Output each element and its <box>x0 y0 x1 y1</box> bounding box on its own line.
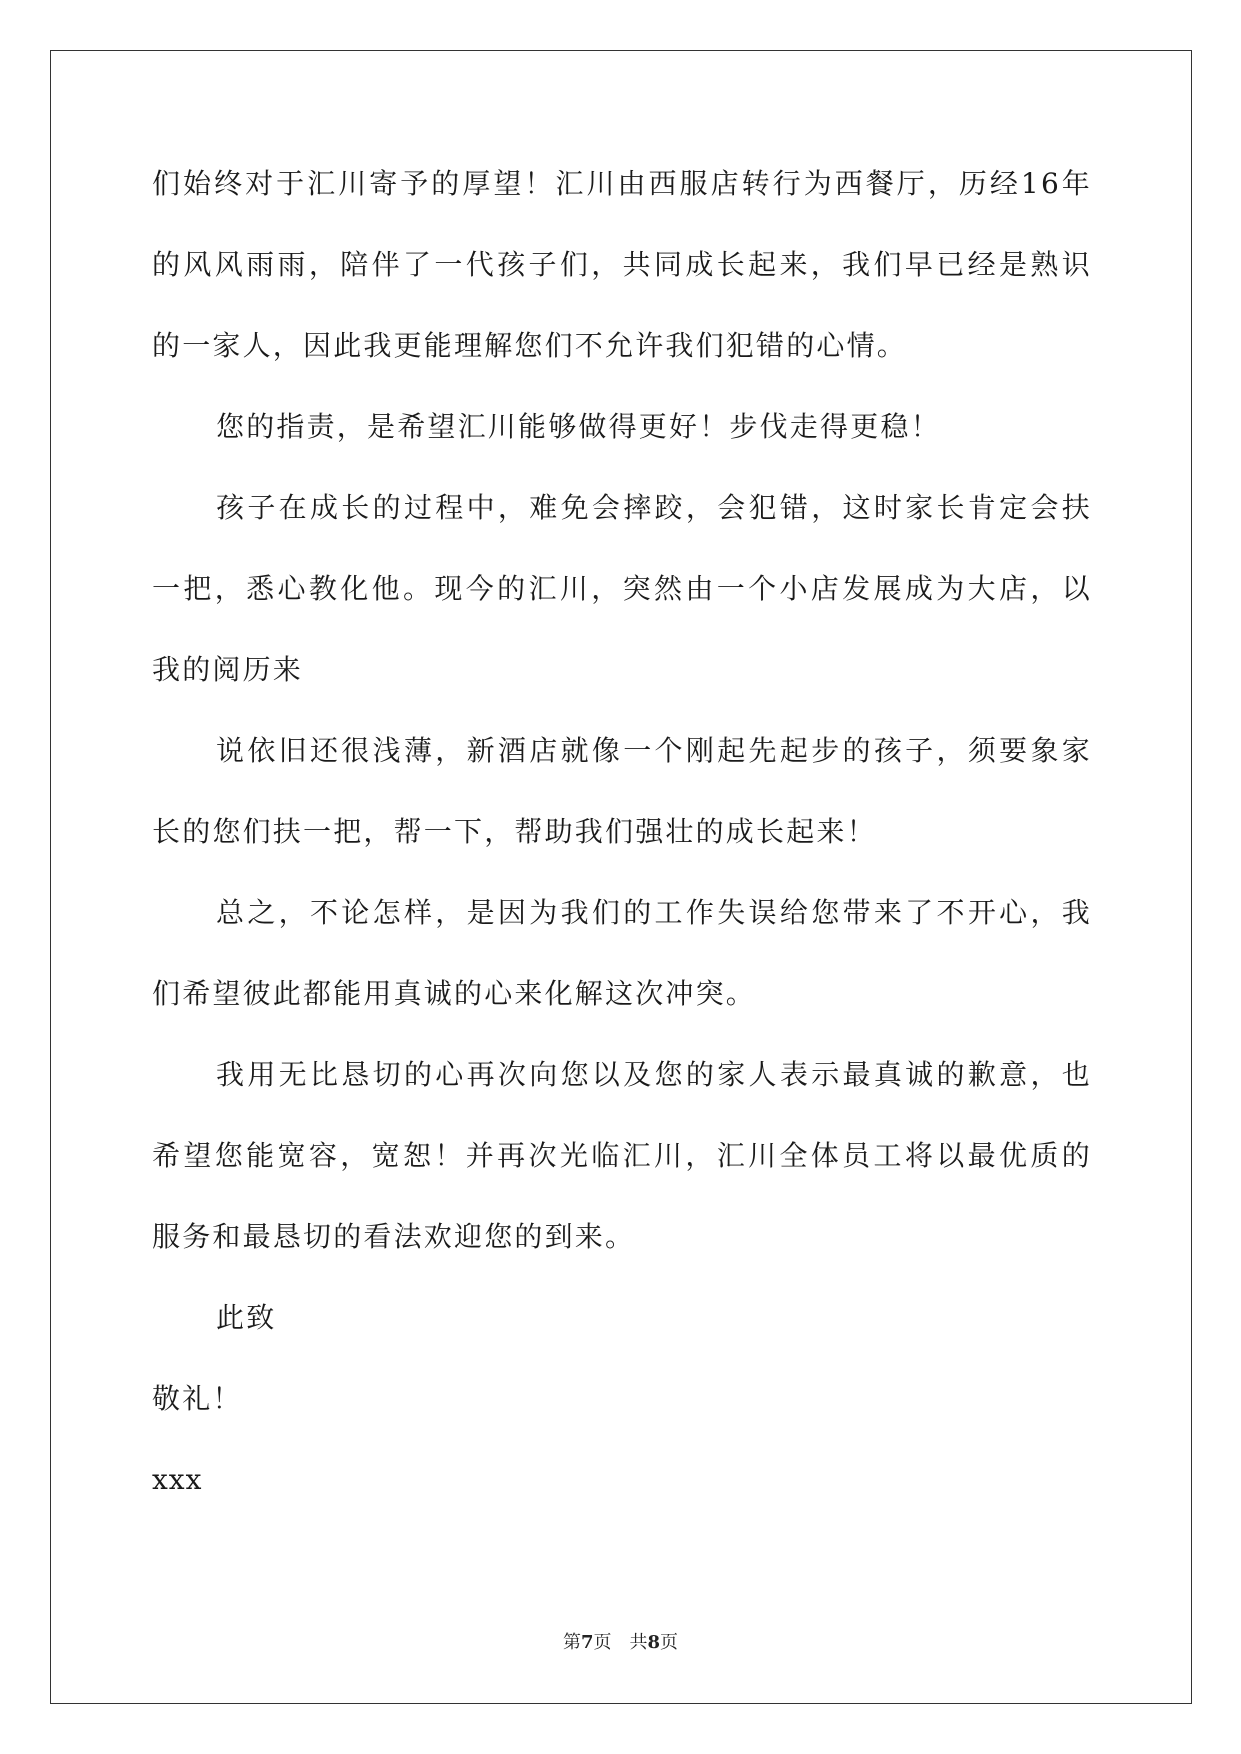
page-number: 7 <box>580 1632 594 1653</box>
closing-regards: 敬礼！ <box>152 1382 243 1415</box>
body-line: 服务和最恳切的看法欢迎您的到来。 <box>152 1220 636 1253</box>
body-line: 们始终对于汇川寄予的厚望！汇川由西服店转行为西餐厅，历经16年 <box>152 167 1092 200</box>
paragraph-start: 说依旧还很浅薄，新酒店就像一个刚起先起步的孩子，须要象家 <box>216 734 1092 767</box>
total-prefix: 共 <box>629 1632 648 1653</box>
total-suffix: 页 <box>660 1632 679 1653</box>
body-line: 的一家人，因此我更能理解您们不允许我们犯错的心情。 <box>152 329 908 362</box>
page-total: 8 <box>647 1632 661 1653</box>
closing-salutation: 此致 <box>216 1301 277 1334</box>
paragraph-start: 总之，不论怎样，是因为我们的工作失误给您带来了不开心，我 <box>216 896 1092 929</box>
body-line: 的风风雨雨，陪伴了一代孩子们，共同成长起来，我们早已经是熟识 <box>152 248 1092 281</box>
body-line: 们希望彼此都能用真诚的心来化解这次冲突。 <box>152 977 757 1010</box>
page-suffix: 页 <box>593 1632 612 1653</box>
page-footer <box>0 1628 1241 1654</box>
body-line: 我的阅历来 <box>152 653 304 686</box>
signature: xxx <box>152 1463 203 1496</box>
letter-body <box>152 164 1092 1541</box>
paragraph-start: 您的指责，是希望汇川能够做得更好！步伐走得更稳！ <box>216 410 941 443</box>
page-prefix: 第 <box>562 1632 581 1653</box>
body-line: 一把，悉心教化他。现今的汇川，突然由一个小店发展成为大店，以 <box>152 572 1092 605</box>
body-line: 长的您们扶一把，帮一下，帮助我们强壮的成长起来！ <box>152 815 877 848</box>
body-line: 希望您能宽容，宽恕！并再次光临汇川，汇川全体员工将以最优质的 <box>152 1139 1092 1172</box>
paragraph-start: 孩子在成长的过程中，难免会摔跤，会犯错，这时家长肯定会扶 <box>216 491 1092 524</box>
paragraph-start: 我用无比恳切的心再次向您以及您的家人表示最真诚的歉意，也 <box>216 1058 1092 1091</box>
